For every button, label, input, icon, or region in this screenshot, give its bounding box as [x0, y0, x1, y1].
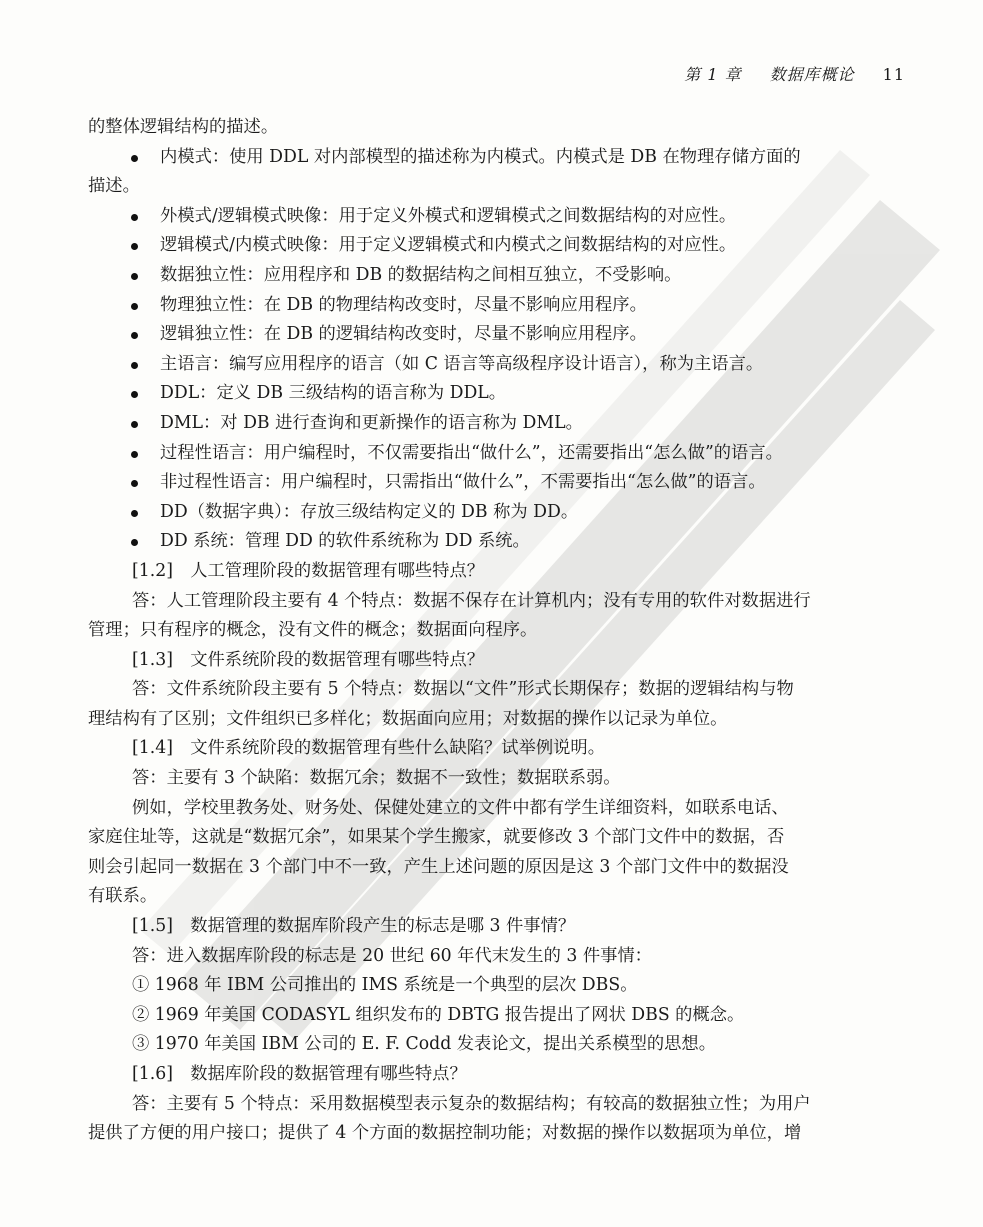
bullet-icon: [131, 510, 138, 517]
bullet-item: [88, 350, 910, 380]
text-line: 的整体逻辑结构的描述。: [88, 117, 279, 137]
numbered-item: ② 1969 年美国 CODASYL 组织发布的 DBTG 报告提出了网状 DBS 的概念。: [132, 1004, 745, 1025]
answer-line: 答：文件系统阶段主要有 5 个特点：数据以“文件”形式长期保存；数据的逻辑结构与物: [132, 679, 794, 700]
numbered-item: ① 1968 年 IBM 公司推出的 IMS 系统是一个典型的层次 DBS。: [132, 975, 638, 996]
bullet-text: 数据独立性：应用程序和 DB 的数据结构之间相互独立，不受影响。: [160, 264, 682, 285]
bullet-icon: [131, 155, 138, 162]
bullet-text: 主语言：编写应用程序的语言（如 C 语言等高级程序设计语言），称为主语言。: [160, 353, 764, 374]
answer-line: 答：主要有 5 个特点：采用数据模型表示复杂的数据结构；有较高的数据独立性；为用户: [132, 1093, 811, 1114]
bullet-text: DD 系统：管理 DD 的软件系统称为 DD 系统。: [160, 531, 530, 552]
answer-line: 提供了方便的用户接口；提供了 4 个方面的数据控制功能；对数据的操作以数据项为单位，增: [88, 1123, 802, 1144]
bullet-text: 过程性语言：用户编程时，不仅需要指出“做什么”，还需要指出“怎么做”的语言。: [160, 442, 783, 463]
bullet-text: DDL：定义 DB 三级结构的语言称为 DDL。: [160, 383, 507, 404]
question-heading: [1.5] 数据管理的数据库阶段产生的标志是哪 3 件事情？: [132, 916, 576, 937]
bullet-icon: [131, 214, 138, 221]
bullet-item: [88, 320, 910, 350]
question-heading: [1.6] 数据库阶段的数据管理有哪些特点？: [132, 1064, 467, 1084]
example-line: 家庭住址等，这就是“数据冗余”，如果某个学生搬家，就要修改 3 个部门文件中的数据，否: [88, 827, 785, 848]
bullet-icon: [131, 273, 138, 280]
bullet-text: 物理独立性：在 DB 的物理结构改变时，尽量不影响应用程序。: [160, 294, 647, 315]
bullet-item: [88, 379, 910, 409]
bullet-item: [88, 527, 910, 557]
bullet-item: [88, 231, 910, 261]
bullet-text: DML：对 DB 进行查询和更新操作的语言称为 DML。: [160, 412, 583, 433]
text-line: 描述。: [88, 176, 140, 197]
answer-line: 答：人工管理阶段主要有 4 个特点：数据不保存在计算机内；没有专用的软件对数据进行: [132, 590, 811, 611]
bullet-icon: [131, 362, 138, 369]
example-line: 则会引起同一数据在 3 个部门中不一致，产生上述问题的原因是这 3 个部门文件中的数据没: [88, 856, 789, 877]
example-line: 例如，学校里教务处、财务处、保健处建立的文件中都有学生详细资料，如联系电话、: [132, 797, 789, 818]
bullet-text: 非过程性语言：用户编程时，只需指出“做什么”，不需要指出“怎么做”的语言。: [160, 472, 766, 493]
answer-line: 管理；只有程序的概念，没有文件的概念；数据面向程序。: [88, 620, 538, 641]
bullet-text: 内模式：使用 DDL 对内部模型的描述称为内模式。内模式是 DB 在物理存储方面的: [160, 146, 801, 167]
bullet-text: 逻辑独立性：在 DB 的逻辑结构改变时，尽量不影响应用程序。: [160, 324, 647, 345]
question-heading: [1.4] 文件系统阶段的数据管理有些什么缺陷？试举例说明。: [132, 738, 605, 759]
bullet-item: [88, 409, 910, 439]
bullet-text: DD（数据字典）：存放三级结构定义的 DB 称为 DD。: [160, 501, 579, 522]
bullet-item: [88, 143, 910, 173]
chapter-title: 数据库概论: [769, 65, 855, 84]
bullet-item: [88, 291, 910, 321]
question-heading: [1.2] 人工管理阶段的数据管理有哪些特点？: [132, 560, 485, 581]
bullet-text: 外模式/逻辑模式映像：用于定义外模式和逻辑模式之间数据结构的对应性。: [160, 205, 737, 226]
answer-line: 答：进入数据库阶段的标志是 20 世纪 60 年代末发生的 3 件事情：: [132, 945, 652, 966]
page-number: 11: [882, 65, 905, 84]
bullet-icon: [131, 421, 138, 428]
numbered-item: ③ 1970 年美国 IBM 公司的 E. F. Codd 发表论文，提出关系模型的思想。: [132, 1034, 716, 1055]
bullet-item: [88, 439, 910, 469]
question-heading: [1.3] 文件系统阶段的数据管理有哪些特点？: [132, 649, 485, 670]
bullet-icon: [131, 303, 138, 310]
example-line: 有联系。: [88, 886, 158, 907]
running-header: [684, 62, 905, 85]
bullet-item: [88, 468, 910, 498]
chapter-label: 第 1 章: [684, 65, 742, 84]
bullet-item: [88, 202, 910, 232]
answer-line: 答：主要有 3 个缺陷：数据冗余；数据不一致性；数据联系弱。: [132, 768, 621, 789]
bullet-item: [88, 498, 910, 528]
answer-line: 理结构有了区别；文件组织已多样化；数据面向应用；对数据的操作以记录为单位。: [88, 708, 728, 729]
page-body: [88, 113, 910, 1149]
bullet-icon: [131, 451, 138, 458]
bullet-text: 逻辑模式/内模式映像：用于定义逻辑模式和内模式之间数据结构的对应性。: [160, 235, 737, 256]
bullet-item: [88, 261, 910, 291]
